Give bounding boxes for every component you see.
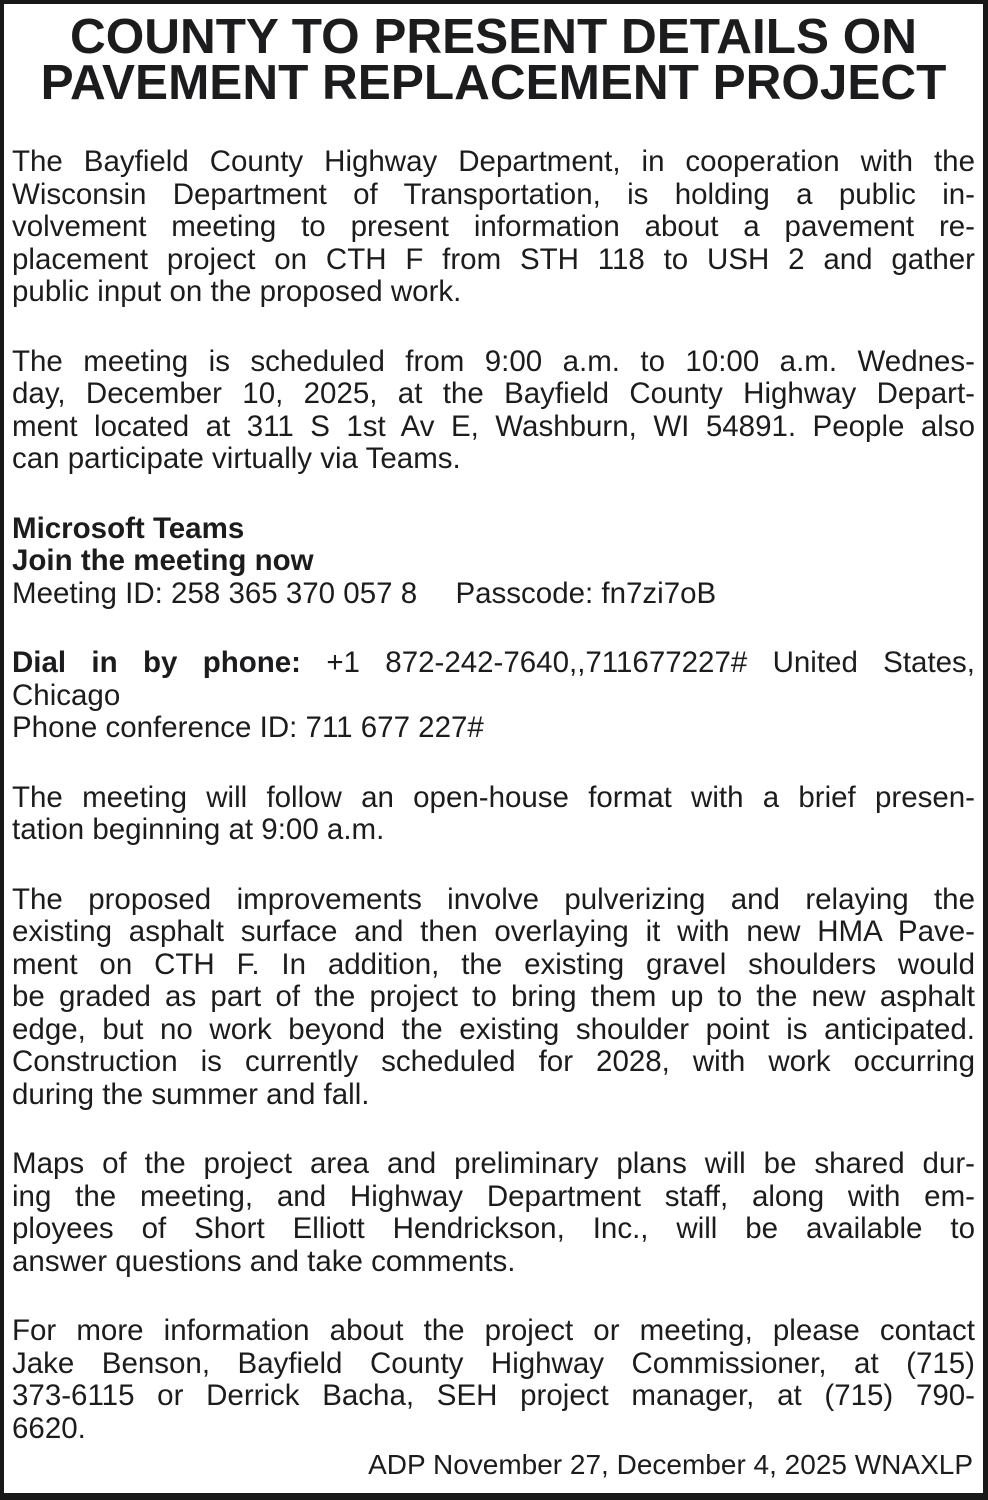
text-line: existing asphalt surface and then overlaying it with new HMA Pave- <box>12 915 975 948</box>
text-line: can participate virtually via Teams. <box>12 442 461 475</box>
text-line: Construction is currently scheduled for 2028, with work occurring <box>12 1045 975 1078</box>
text-line: ployees of Short Elliott Hendrickson, Inc., will be available to <box>12 1212 975 1245</box>
text-line: PAVEMENT REPLACEMENT PROJECT <box>40 55 947 110</box>
text-line: Jake Benson, Bayfield County Highway Commissioner, at (715) <box>12 1346 975 1380</box>
dial-in-block <box>12 647 975 745</box>
phone-number: +1 872-242-7640,,711677227# United States, <box>301 646 975 679</box>
text-line: tation beginning at 9:00 a.m. <box>12 813 385 846</box>
text-line: public input on the proposed work. <box>12 275 462 308</box>
text-line: ment on CTH F. In addition, the existing gravel shoulders would <box>12 947 975 981</box>
text-line: volvement meeting to present information about a pavement re- <box>12 210 975 243</box>
text-line: 6620. <box>12 1411 86 1445</box>
text-line: ment located at 311 S 1st Av E, Washburn, WI 54891. People also <box>12 409 975 443</box>
teams-block <box>12 513 975 611</box>
join-meeting-text: Join the meeting now <box>12 544 314 577</box>
text-line: be graded as part of the project to bring them up to the new asphalt <box>12 980 975 1013</box>
improvements-paragraph <box>12 884 975 1112</box>
text-line: ing the meeting, and Highway Department staff, along with em- <box>12 1179 975 1213</box>
text-line: Wisconsin Department of Transportation, is holding a public in- <box>12 177 975 211</box>
schedule-paragraph <box>12 346 975 476</box>
maps-paragraph <box>12 1148 975 1278</box>
text-line: The proposed improvements involve pulverizing and relaying the <box>12 882 975 916</box>
text-line: placement project on CTH F from STH 118 to USH 2 and gather <box>12 242 975 276</box>
text-line: day, December 10, 2025, at the Bayfield County Highway Depart- <box>12 377 975 410</box>
passcode: Passcode: fn7zi7oB <box>455 576 717 610</box>
contact-paragraph <box>12 1315 975 1445</box>
dial-in-line <box>12 647 975 680</box>
text-line: COUNTY TO PRESENT DETAILS ON <box>69 9 918 64</box>
text-line: The meeting is scheduled from 9:00 a.m. to 10:00 a.m. Wednes- <box>12 344 975 378</box>
text-line: during the summer and fall. <box>12 1077 370 1111</box>
meeting-id: Meeting ID: 258 365 370 057 8 <box>12 576 418 610</box>
meeting-id-line <box>12 578 975 611</box>
format-paragraph <box>12 782 975 847</box>
text-line: 373-6115 or Derrick Bacha, SEH project manager, at (715) 790- <box>12 1379 975 1412</box>
text-line: For more information about the project or meeting, please contact <box>12 1314 975 1347</box>
dial-in-city: Chicago <box>12 678 121 712</box>
phone-conference-id: Phone conference ID: 711 677 227# <box>12 711 484 744</box>
text-line: Maps of the project area and preliminary plans will be shared dur- <box>12 1147 975 1180</box>
text-line: The Bayfield County Highway Department, in cooperation with the <box>12 145 975 178</box>
dial-in-label: Dial in by phone: <box>12 646 302 679</box>
text-line: edge, but no work beyond the existing shoulder point is anticipated. <box>12 1012 975 1046</box>
text-line: The meeting will follow an open-house format with a brief presen- <box>12 780 975 814</box>
intro-paragraph <box>12 146 975 309</box>
notice-headline <box>12 9 975 110</box>
publication-footer: ADP November 27, December 4, 2025 WNAXLP <box>368 1449 973 1480</box>
teams-title: Microsoft Teams <box>12 511 245 545</box>
text-line: answer questions and take comments. <box>12 1244 516 1278</box>
